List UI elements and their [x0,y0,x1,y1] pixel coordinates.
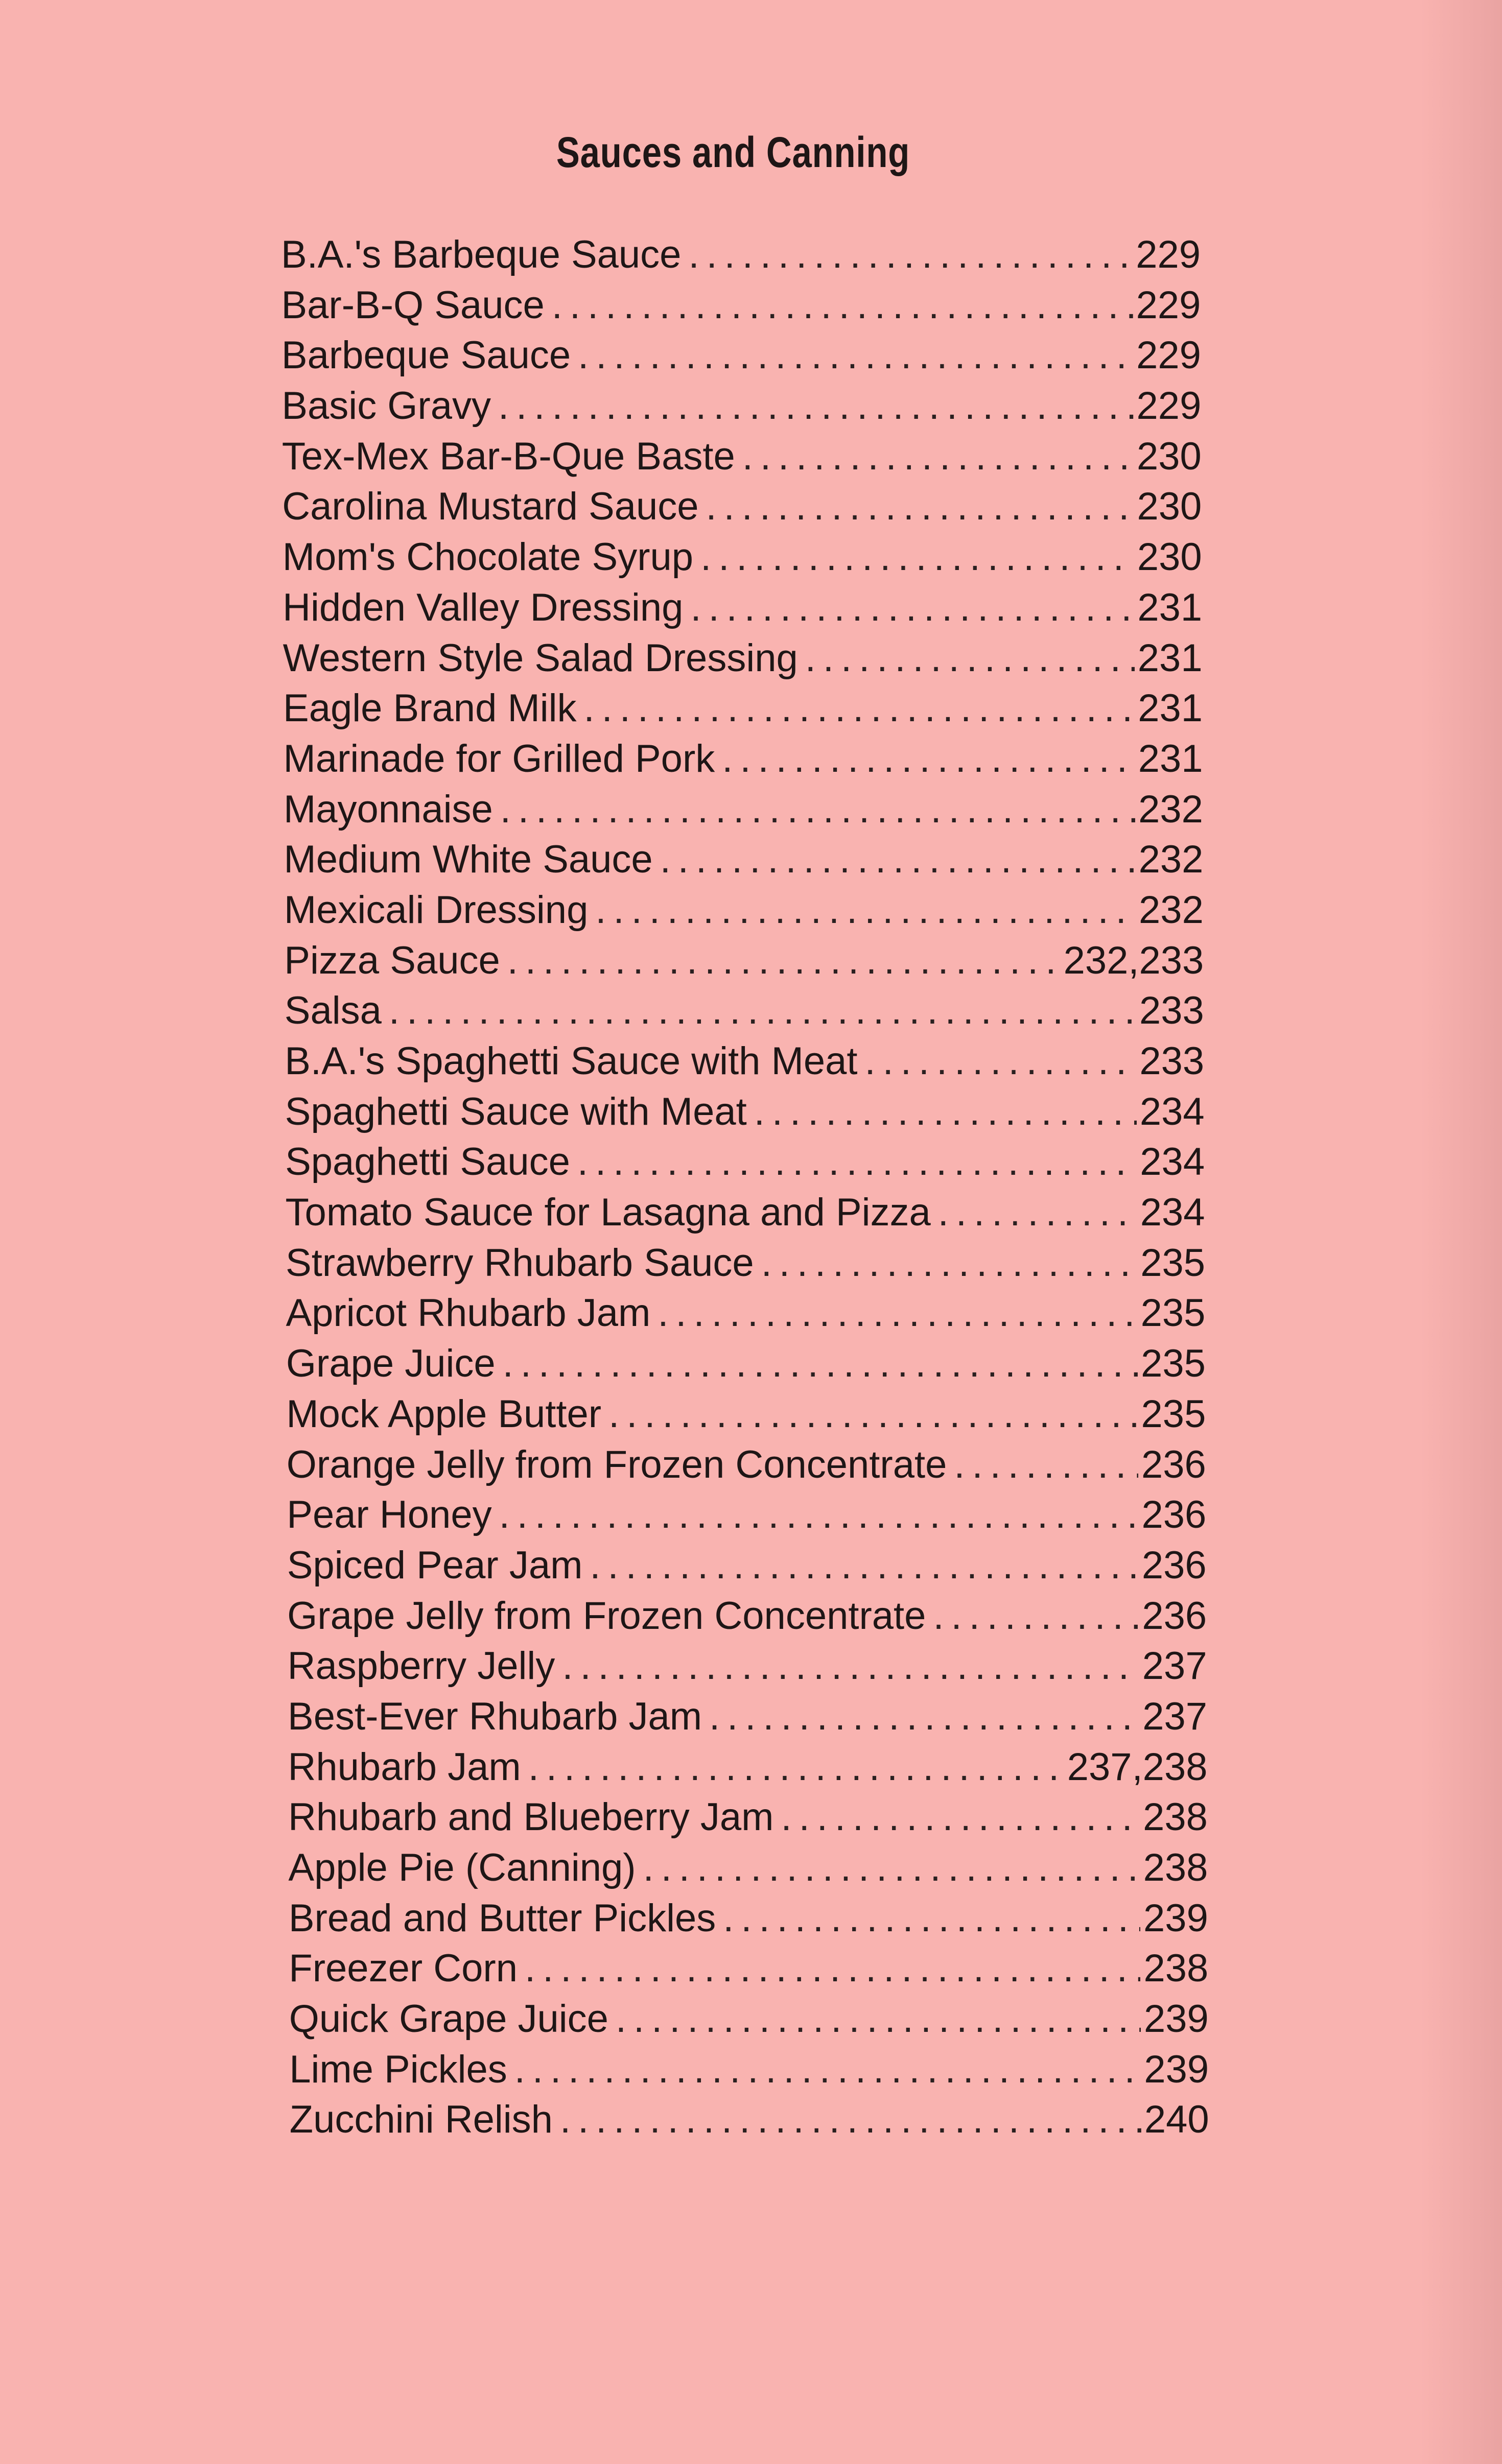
toc-entry-name: Mayonnaise [283,787,493,831]
dot-leader [608,1389,1138,1440]
toc-entry-page: 232,233 [1063,938,1204,982]
dot-leader [499,1490,1139,1541]
toc-entry-page: 230 [1137,485,1202,529]
toc-entry-name: Carolina Mustard Sauce [282,485,699,529]
toc-entry-name: Western Style Salad Dressing [283,636,798,680]
toc-entry-page: 231 [1138,737,1203,780]
toc-entry-page: 232 [1139,888,1204,932]
toc-entry-page: 236 [1141,1442,1206,1486]
toc-entry [285,1036,1204,1087]
toc-entry [289,2045,1209,2095]
toc-entry-name: Bread and Butter Pickles [288,1896,716,1940]
dot-leader [577,1137,1137,1188]
dot-leader [700,532,1134,583]
toc-entry [287,1541,1207,1591]
toc-entry [286,1339,1206,1389]
toc-entry [284,785,1203,835]
toc-entry [286,1288,1205,1339]
toc-entry-page: 229 [1136,334,1201,377]
toc-entry [284,936,1204,986]
dot-leader [722,734,1135,785]
toc-entry [289,1893,1208,1944]
toc-entry-name: Zucchini Relish [289,2098,553,2142]
toc-entry [284,885,1204,936]
toc-entry-name: Quick Grape Juice [289,1997,608,2041]
toc-entry-name: Hidden Valley Dressing [283,585,684,629]
toc-entry [288,1843,1208,1893]
dot-leader [584,683,1135,734]
toc-entry-name: B.A.'s Barbeque Sauce [281,233,682,276]
dot-leader [723,1893,1140,1944]
toc-entry-name: Apple Pie (Canning) [288,1846,636,1889]
dot-leader [503,1339,1138,1389]
toc-entry-name: Spiced Pear Jam [287,1543,583,1587]
toc-entry-page: 229 [1136,384,1202,428]
toc-entry-name: Lime Pickles [289,2047,507,2091]
dot-leader [688,230,1133,280]
toc-entry-name: Rhubarb and Blueberry Jam [288,1795,774,1839]
toc-entry [285,986,1204,1036]
toc-entry [289,1944,1208,1994]
dot-leader [933,1591,1139,1642]
dot-leader [938,1188,1137,1238]
toc-entry [283,532,1202,583]
dot-leader [498,381,1134,432]
toc-entry-page: 233 [1139,1039,1205,1083]
toc-entry [281,280,1201,331]
dot-leader [660,835,1136,885]
toc-entry-page: 239 [1143,1896,1208,1940]
toc-entry-page: 233 [1139,989,1204,1033]
dot-leader [954,1440,1138,1490]
dot-leader [389,986,1136,1036]
toc-entry-page: 231 [1137,636,1203,680]
toc-entry-page: 234 [1140,1191,1205,1235]
dot-leader [590,1541,1138,1591]
toc-entry-page: 237 [1142,1644,1207,1688]
toc-entry-name: Rhubarb Jam [288,1745,521,1789]
toc-entry [286,1188,1205,1238]
toc-entry [283,583,1202,633]
toc-entry-name: Raspberry Jelly [287,1644,555,1688]
toc-entry [287,1490,1206,1541]
toc-entry-name: Strawberry Rhubarb Sauce [286,1241,754,1285]
dot-leader [754,1087,1137,1138]
dot-leader [742,432,1134,482]
toc-entry-name: Tex-Mex Bar-B-Que Baste [281,434,735,478]
dot-leader [507,936,1061,986]
toc-entry [290,2095,1209,2145]
dot-leader [595,885,1136,936]
dot-leader [514,2045,1141,2095]
dot-leader [562,1641,1139,1692]
toc-entry [282,482,1202,532]
toc-entry-page: 231 [1138,686,1203,730]
toc-entry-name: Spaghetti Sauce [285,1140,570,1184]
toc-entry [286,1389,1206,1440]
toc-entry [287,1591,1207,1642]
toc-entry-name: Grape Juice [286,1342,496,1386]
dot-leader [578,330,1133,381]
toc-entry-name: Freezer Corn [289,1947,518,1991]
toc-entry [282,432,1202,482]
toc-entry-name: Best-Ever Rhubarb Jam [288,1694,702,1738]
toc-entry-name: Pear Honey [287,1493,492,1537]
toc-entry-page: 236 [1141,1543,1207,1587]
toc-entry-name: Mom's Chocolate Syrup [282,535,694,579]
toc-entry-name: Eagle Brand Milk [283,686,577,730]
toc-entry-page: 235 [1141,1342,1206,1386]
toc-entry-page: 235 [1140,1241,1205,1285]
toc-entry [284,734,1203,785]
toc-entry [288,1742,1208,1793]
dot-leader [616,1994,1141,2045]
toc-entry-page: 230 [1136,434,1202,478]
toc-entry-page: 236 [1142,1594,1207,1638]
toc-entry-name: B.A.'s Spaghetti Sauce with Meat [285,1039,858,1083]
toc-entry [283,683,1203,734]
dot-leader [560,2095,1141,2145]
toc-entry-page: 238 [1143,1846,1208,1889]
toc-entry-name: Mock Apple Butter [286,1392,602,1436]
toc-entry-page: 235 [1141,1392,1206,1436]
toc-entry-name: Orange Jelly from Frozen Concentrate [286,1442,947,1486]
toc-entry-name: Barbeque Sauce [281,334,571,377]
toc-entry-page: 232 [1138,838,1204,882]
toc-entry [286,1238,1205,1289]
toc-entry-page: 229 [1136,233,1201,276]
toc-entry-page: 234 [1139,1089,1205,1133]
toc-entry-name: Spaghetti Sauce with Meat [285,1089,747,1133]
toc-entry [285,1087,1205,1138]
toc-entry-page: 232 [1138,787,1203,831]
toc-entry-name: Mexicali Dressing [284,888,589,932]
toc-entry-page: 237,238 [1067,1745,1208,1789]
toc-entry-page: 238 [1143,1795,1208,1839]
dot-leader [781,1792,1140,1843]
toc-entry [288,1792,1208,1843]
toc-entry-page: 235 [1140,1291,1206,1335]
toc-entry-page: 234 [1140,1140,1205,1184]
toc-list [281,230,1209,2145]
dot-leader [500,785,1135,835]
toc-entry-page: 236 [1141,1493,1207,1537]
toc-entry-name: Marinade for Grilled Pork [283,737,715,780]
toc-entry [284,835,1203,885]
toc-entry-page: 231 [1137,585,1203,629]
toc-entry [287,1440,1206,1490]
toc-entry [281,381,1201,432]
toc-entry-name: Apricot Rhubarb Jam [286,1291,651,1335]
toc-entry-page: 239 [1144,2047,1209,2091]
dot-leader [805,633,1135,684]
toc-entry [281,330,1201,381]
toc-entry [288,1641,1207,1692]
dot-leader [706,482,1134,532]
toc-entry-name: Basic Gravy [281,384,491,428]
dot-leader [552,280,1133,331]
toc-entry [289,1994,1209,2045]
toc-entry-name: Grape Jelly from Frozen Concentrate [287,1594,926,1638]
dot-leader [525,1944,1141,1994]
toc-entry-name: Salsa [284,989,382,1033]
page-edge-shadow [1420,0,1502,2464]
toc-entry-page: 229 [1136,283,1201,327]
dot-leader [528,1742,1064,1793]
page-title: Sauces and Canning [556,128,910,176]
dot-leader [690,583,1134,633]
toc-entry-page: 240 [1144,2098,1209,2142]
toc-entry-name: Tomato Sauce for Lasagna and Pizza [285,1191,931,1235]
toc-entry [283,633,1203,684]
toc-entry-page: 230 [1137,535,1202,579]
toc-entry [288,1692,1207,1742]
dot-leader [865,1036,1137,1087]
toc-entry-page: 237 [1142,1694,1208,1738]
dot-leader [658,1288,1137,1339]
dot-leader [643,1843,1140,1893]
toc-entry-page: 238 [1143,1947,1209,1991]
dot-leader [709,1692,1139,1742]
toc-entry-name: Pizza Sauce [284,938,500,982]
toc-entry [281,230,1201,280]
toc-entry-page: 239 [1143,1997,1209,2041]
toc-entry-name: Bar-B-Q Sauce [281,283,545,327]
toc-entry [285,1137,1205,1188]
toc-entry-name: Medium White Sauce [284,838,653,882]
dot-leader [761,1238,1138,1289]
